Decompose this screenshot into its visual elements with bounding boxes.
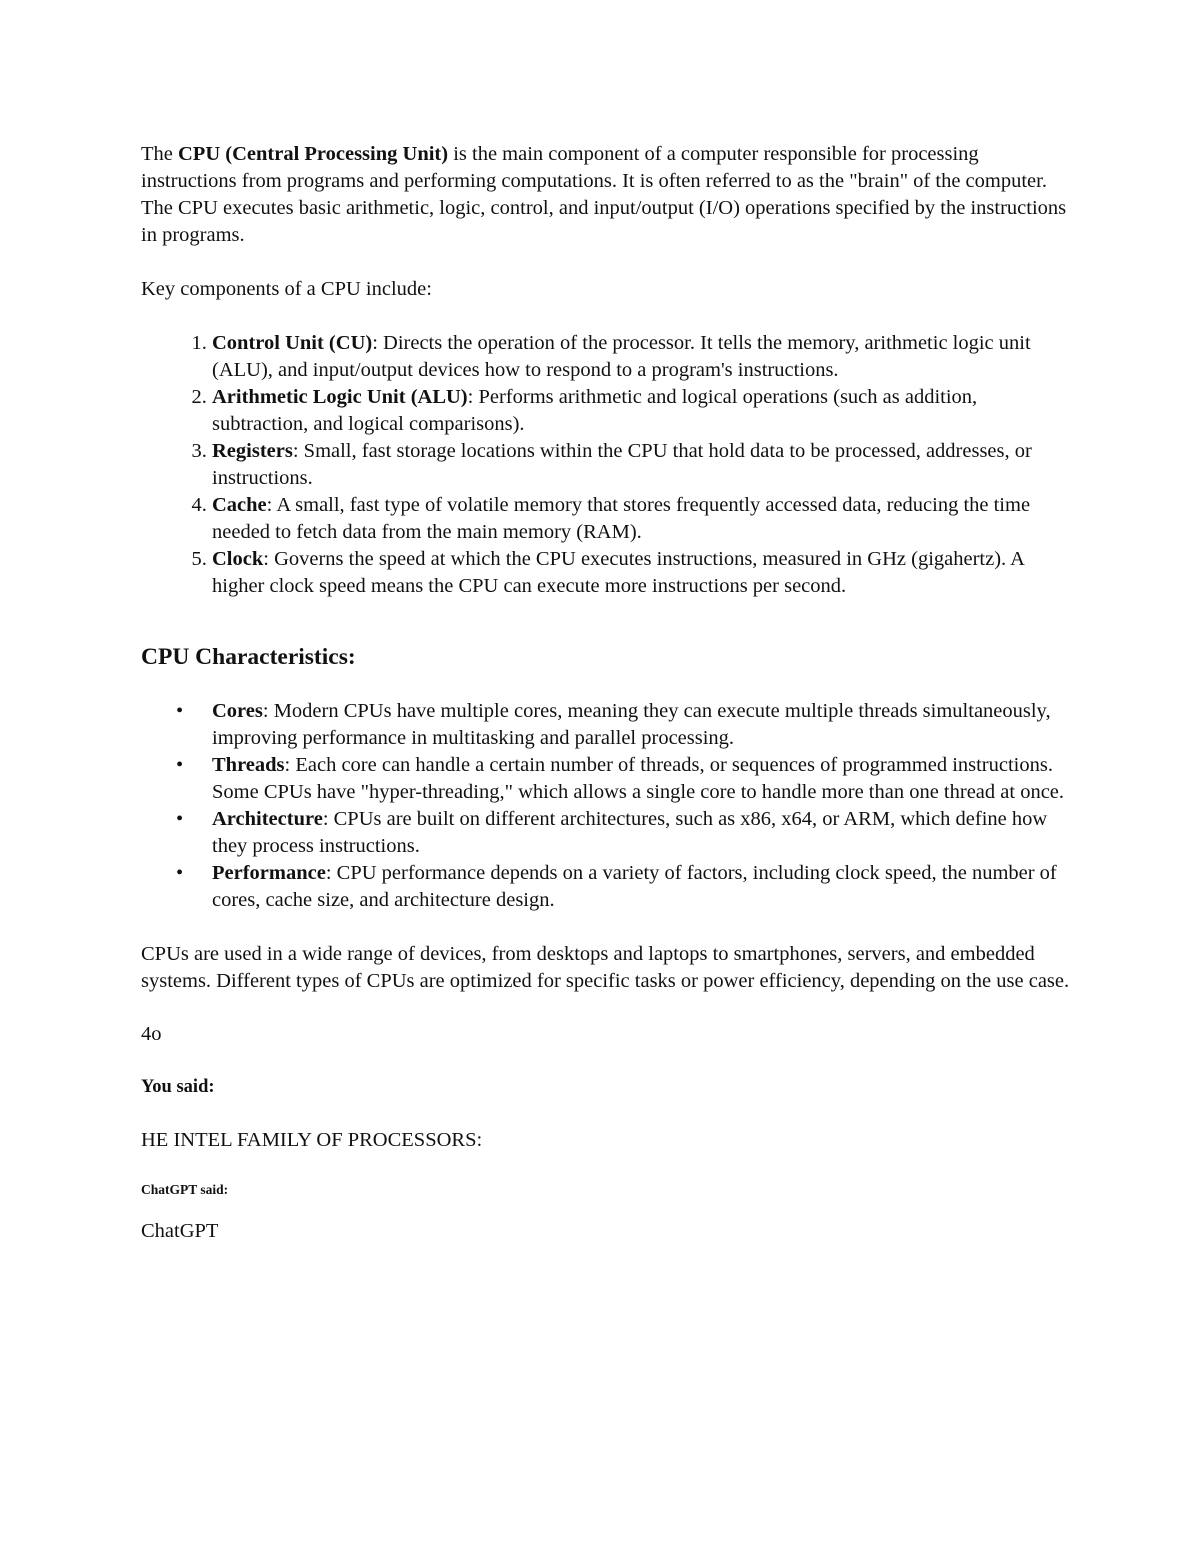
list-item [212,438,1071,492]
characteristic-desc: : CPU performance depends on a variety of factors, including clock speed, the number of cores, cache size, and architecture design. [212,862,1057,911]
user-message: HE INTEL FAMILY OF PROCESSORS: [141,1129,483,1151]
component-desc: : Small, fast storage locations within the CPU that hold data to be processed, addresses, or instructions. [212,440,1032,489]
intro-cpu-term: CPU (Central Processing Unit) [178,143,449,165]
characteristic-term: Architecture [212,808,323,830]
characteristic-desc: : Each core can handle a certain number of threads, or sequences of programmed instructions. Some CPUs have "hyper-threading," which allows a single core to handle more than one thread at once. [212,754,1065,803]
characteristic-desc: : CPUs are built on different architectures, such as x86, x64, or ARM, which define how they process instructions. [212,808,1048,857]
component-term: Cache [212,494,267,516]
intro-text-1: The [141,143,178,165]
components-list [141,330,1071,600]
key-components-intro: Key components of a CPU include: [141,278,432,300]
closing-paragraph: CPUs are used in a wide range of devices, from desktops and laptops to smartphones, servers, and embedded systems. Different types of CPUs are optimized for specific tasks or power efficiency, depending on the use case. [141,943,1070,992]
list-item [212,492,1071,546]
list-item [176,752,1071,806]
component-term: Control Unit (CU) [212,332,373,354]
characteristic-term: Performance [212,862,326,884]
component-term: Registers [212,440,293,462]
list-item [176,806,1071,860]
characteristics-list [141,698,1071,914]
component-term: Clock [212,548,264,570]
list-item [176,698,1071,752]
component-desc: : A small, fast type of volatile memory that stores frequently accessed data, reducing the time needed to fetch data from the main memory (RAM). [212,494,1031,543]
model-label: 4o [141,1023,162,1045]
component-term: Arithmetic Logic Unit (ALU) [212,386,468,408]
characteristic-term: Cores [212,700,263,722]
bullet-icon: • [176,808,184,830]
document-page [141,141,1071,1245]
you-said-label: You said: [141,1077,215,1097]
chatgpt-said-label: ChatGPT said: [141,1182,229,1197]
bullet-icon: • [176,700,184,722]
intro-text-2: is the main component of a computer responsible for processing instructions from programs and performing computations. It is often referred to as the "brain" of the computer. The CPU executes basic arithmetic, logic, control, and input/output (I/O) operations specified by the instructions in programs. [141,143,1067,246]
bullet-icon: • [176,754,184,776]
chatgpt-name: ChatGPT [141,1220,219,1242]
component-desc: : Directs the operation of the processor. It tells the memory, arithmetic logic unit (ALU), and input/output devices how to respond to a program's instructions. [212,332,1031,381]
component-desc: : Governs the speed at which the CPU executes instructions, measured in GHz (gigahertz). A higher clock speed means the CPU can execute more instructions per second. [212,548,1024,597]
list-item [176,860,1071,914]
characteristic-term: Threads [212,754,285,776]
bullet-icon: • [176,862,184,884]
list-item [212,330,1071,384]
intro-paragraph [141,141,1071,249]
characteristics-heading: CPU Characteristics: [141,644,356,670]
component-desc: : Performs arithmetic and logical operations (such as addition, subtraction, and logical comparisons). [212,386,978,435]
characteristic-desc: : Modern CPUs have multiple cores, meaning they can execute multiple threads simultaneously, improving performance in multitasking and parallel processing. [212,700,1051,749]
list-item [212,384,1071,438]
list-item [212,546,1071,600]
